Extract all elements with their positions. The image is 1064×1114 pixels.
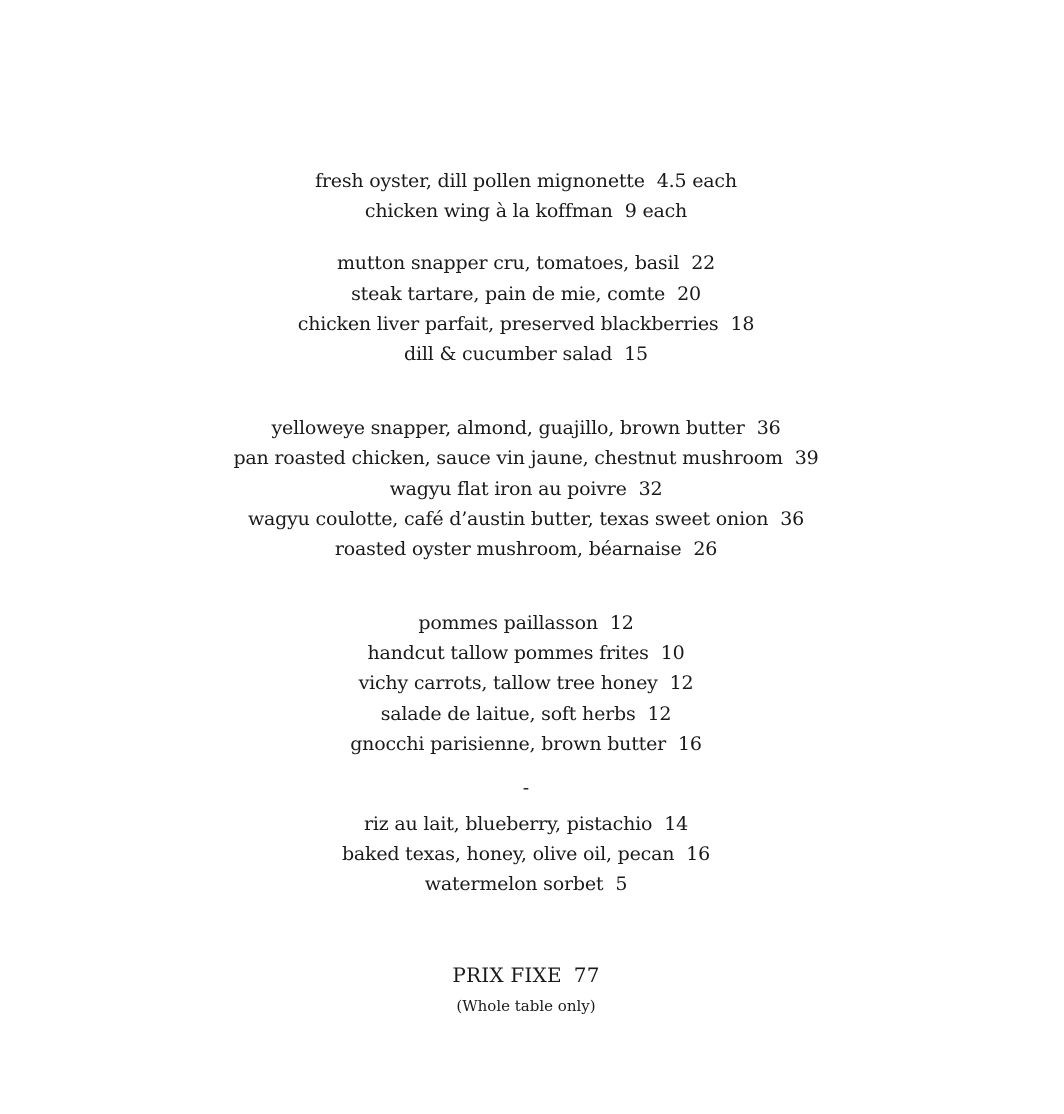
prix-fixe	[0, 960, 1052, 990]
menu-item	[0, 279, 1052, 309]
menu	[0, 166, 1052, 1016]
menu-item-price: 16	[686, 843, 711, 866]
menu-item-name: chicken wing à la koffman	[364, 200, 613, 223]
menu-item	[0, 729, 1052, 759]
menu-item-price: 15	[624, 342, 648, 365]
menu-item-price: 12	[609, 612, 634, 635]
menu-item-price: 22	[691, 252, 716, 275]
section-sides	[0, 608, 1052, 759]
menu-item-name: steak tartare, pain de mie, comte	[351, 282, 666, 305]
menu-item-price: 36	[756, 417, 781, 440]
menu-item-price: 4.5 each	[656, 170, 737, 192]
menu-item	[0, 839, 1052, 869]
menu-item-price: 10	[660, 642, 685, 665]
menu-item-price: 20	[677, 282, 701, 305]
menu-item-price: 26	[693, 537, 718, 560]
section-mains	[0, 413, 1052, 564]
menu-item-name: baked texas, honey, olive oil, pecan	[341, 843, 675, 866]
menu-item-price: 5	[615, 873, 628, 896]
menu-item-name: gnocchi parisienne, brown butter	[350, 732, 667, 755]
menu-item-name: watermelon sorbet	[424, 873, 604, 896]
menu-item-name: yelloweye snapper, almond, guajillo, brown butter	[271, 417, 745, 440]
menu-item	[0, 248, 1052, 278]
menu-item-name: dill & cucumber salad	[404, 342, 613, 365]
section-separator: -	[522, 777, 530, 799]
menu-item-name: handcut tallow pommes frites	[367, 642, 649, 665]
menu-item-price: 12	[669, 672, 694, 695]
menu-item-price: 18	[730, 312, 755, 335]
menu-item	[0, 638, 1052, 668]
menu-item-name: riz au lait, blueberry, pistachio	[363, 813, 653, 835]
section-desserts	[0, 809, 1052, 900]
menu-item	[0, 809, 1052, 839]
menu-item-name: fresh oyster, dill pollen mignonette	[315, 170, 645, 192]
menu-item	[0, 474, 1052, 504]
menu-item-price: 12	[647, 702, 672, 725]
menu-item	[0, 413, 1052, 443]
menu-item-price: 16	[678, 732, 702, 755]
prix-fixe-label: PRIX FIXE	[452, 962, 562, 987]
menu-item	[0, 196, 1052, 226]
menu-item-name: pommes paillasson	[418, 612, 598, 635]
menu-item-name: vichy carrots, tallow tree honey	[358, 672, 658, 695]
menu-item-name: wagyu coulotte, café d’austin butter, texas sweet onion	[247, 507, 769, 530]
menu-item-price: 9 each	[624, 200, 688, 223]
menu-item-name: wagyu flat iron au poivre	[389, 477, 627, 500]
menu-item-name: salade de laitue, soft herbs	[380, 702, 636, 725]
menu-item	[0, 869, 1052, 899]
menu-item-price: 39	[794, 447, 819, 470]
menu-item	[0, 534, 1052, 564]
menu-item	[0, 166, 1052, 196]
menu-item-name: pan roasted chicken, sauce vin jaune, chestnut mushroom	[233, 447, 783, 470]
section-snacks	[0, 166, 1052, 226]
prix-fixe-note: (Whole table only)	[456, 996, 596, 1015]
menu-item-name: mutton snapper cru, tomatoes, basil	[336, 252, 680, 275]
menu-item	[0, 309, 1052, 339]
menu-item-price: 32	[638, 477, 663, 500]
menu-item	[0, 504, 1052, 534]
section-starters	[0, 248, 1052, 369]
menu-item	[0, 608, 1052, 638]
menu-item-price: 36	[780, 507, 805, 530]
menu-item	[0, 699, 1052, 729]
menu-item	[0, 443, 1052, 473]
menu-item	[0, 339, 1052, 369]
menu-item-price: 14	[664, 813, 689, 835]
menu-item-name: chicken liver parfait, preserved blackberries	[297, 312, 719, 335]
prix-fixe-price: 77	[573, 962, 600, 987]
menu-item	[0, 668, 1052, 698]
menu-item-name: roasted oyster mushroom, béarnaise	[334, 537, 682, 560]
